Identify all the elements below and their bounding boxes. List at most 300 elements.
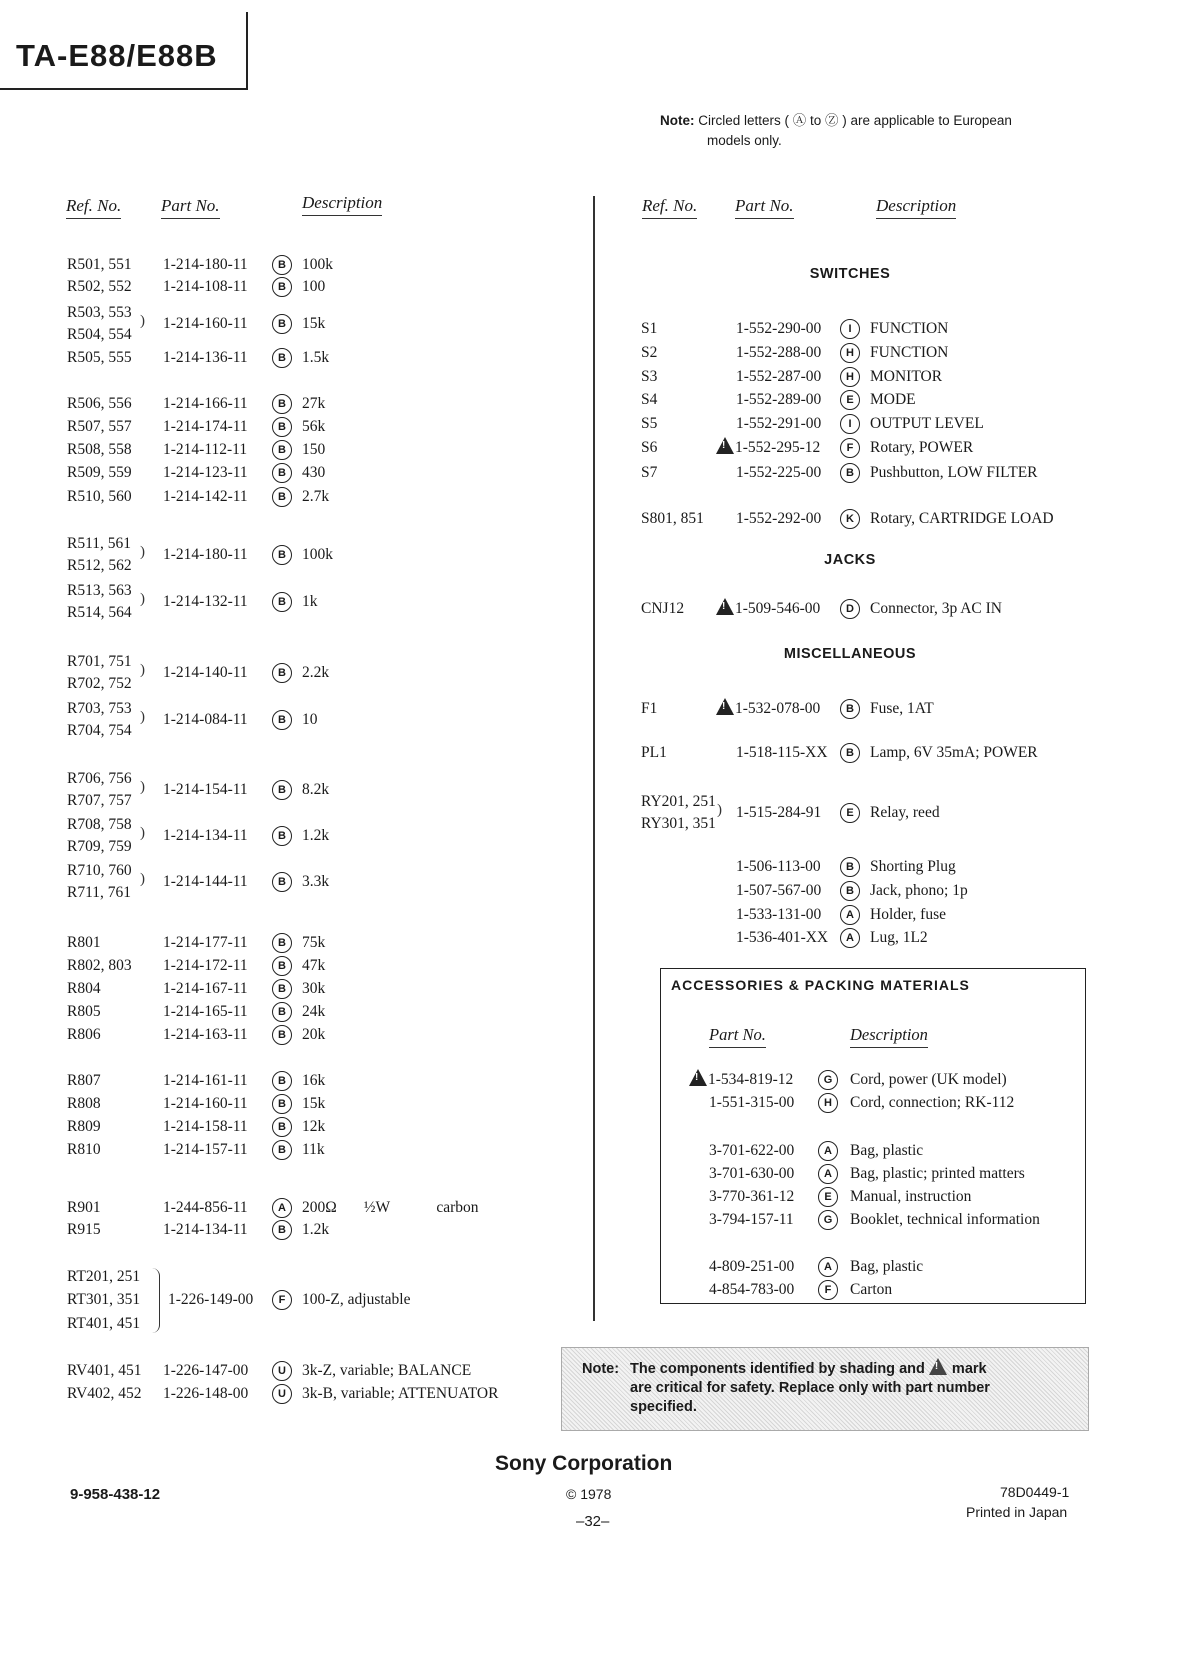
left-part-number <box>163 416 248 438</box>
right-part-text: 1-552-295-12 <box>735 439 821 456</box>
model-title: TA-E88/E88B <box>16 38 218 73</box>
left-description: 100k <box>302 546 333 563</box>
right-part-number <box>716 437 820 459</box>
circled-code-icon: E <box>818 1187 838 1207</box>
left-ref: R704, 754 <box>67 722 132 739</box>
accessories-header-desc: Description <box>850 1025 928 1048</box>
circled-code-icon: B <box>272 1025 292 1045</box>
accessory-part-text: 3-701-630-00 <box>709 1165 795 1182</box>
european-note-line1: Circled letters ( Ⓐ to Ⓩ ) are applicable to European <box>698 113 1012 128</box>
right-description: Connector, 3p AC IN <box>870 600 1002 617</box>
accessory-part-number <box>689 1069 793 1091</box>
left-ref: R514, 564 <box>67 604 132 621</box>
circled-code-icon: B <box>272 1117 292 1137</box>
accessory-part-text: 3-770-361-12 <box>709 1188 795 1205</box>
section-switches: SWITCHES <box>809 266 891 282</box>
right-ref: RY201, 251 <box>641 793 716 810</box>
right-description: Relay, reed <box>870 804 940 821</box>
circled-code-icon: B <box>272 417 292 437</box>
right-header-part: Part No. <box>735 196 794 219</box>
right-part-text: 1-532-078-00 <box>735 700 821 717</box>
left-ref: R915 <box>67 1221 101 1238</box>
left-part-text: 1-214-166-11 <box>163 395 248 412</box>
safety-note-line1-tail: mark <box>951 1361 987 1377</box>
left-description: 27k <box>302 395 326 412</box>
left-ref: R810 <box>67 1141 101 1158</box>
right-part-text: 1-506-113-00 <box>736 858 821 875</box>
left-ref: R808 <box>67 1095 101 1112</box>
left-part-number <box>163 439 247 461</box>
bracket-mark: ) <box>140 779 145 795</box>
left-ref: R711, 761 <box>67 884 132 901</box>
circled-code-icon: B <box>840 463 860 483</box>
left-part-number <box>163 1070 248 1092</box>
bracket-mark: ) <box>140 313 145 329</box>
circled-code-icon: B <box>272 826 292 846</box>
left-ref: R512, 562 <box>67 557 132 574</box>
circled-code-icon: B <box>272 348 292 368</box>
left-part-text: 1-214-144-11 <box>163 873 248 890</box>
left-ref: R901 <box>67 1199 101 1216</box>
accessory-part-number <box>709 1140 794 1162</box>
left-ref: R507, 557 <box>67 418 132 435</box>
right-part-number <box>736 927 828 949</box>
left-ref: R804 <box>67 980 101 997</box>
right-description: FUNCTION <box>870 344 949 361</box>
left-description: 20k <box>302 1026 326 1043</box>
circled-code-icon: A <box>840 905 860 925</box>
circled-code-icon: F <box>818 1280 838 1300</box>
accessory-description: Cord, power (UK model) <box>850 1071 1007 1088</box>
left-ref: R708, 758 <box>67 816 132 833</box>
right-part-number <box>736 318 821 340</box>
left-part-text: 1-214-177-11 <box>163 934 248 951</box>
left-part-number <box>163 871 248 893</box>
section-jacks: JACKS <box>824 552 876 568</box>
accessory-part-number <box>709 1256 794 1278</box>
left-description: 75k <box>302 934 326 951</box>
left-part-number <box>163 254 248 276</box>
left-part-text: 1-214-157-11 <box>163 1141 248 1158</box>
circled-code-icon: A <box>818 1257 838 1277</box>
left-ref: R801 <box>67 934 101 951</box>
company-name: Sony Corporation <box>495 1452 673 1475</box>
circled-code-icon: H <box>840 343 860 363</box>
right-ref: S4 <box>641 391 658 408</box>
left-ref: R702, 752 <box>67 675 132 692</box>
circled-code-icon: E <box>840 803 860 823</box>
circled-code-icon: E <box>840 390 860 410</box>
left-description: 12k <box>302 1118 326 1135</box>
left-ref: R710, 760 <box>67 862 132 879</box>
left-part-number <box>163 1383 248 1405</box>
left-part-text: 1-214-132-11 <box>163 593 248 610</box>
right-part-number <box>736 742 828 764</box>
right-part-text: 1-518-115-XX <box>736 744 828 761</box>
right-ref: F1 <box>641 700 658 717</box>
safety-warning-icon <box>689 1069 707 1086</box>
left-ref: R513, 563 <box>67 582 132 599</box>
bracket-mark: ) <box>140 709 145 725</box>
right-ref: RY301, 351 <box>641 815 716 832</box>
left-part-number <box>163 276 248 298</box>
right-part-number <box>736 508 821 530</box>
left-header-desc: Description <box>302 193 382 216</box>
left-part-number <box>163 462 248 484</box>
left-description: 100k <box>302 256 333 273</box>
circled-code-icon: B <box>272 956 292 976</box>
left-part-text: 1-214-180-11 <box>163 256 248 273</box>
circled-code-icon: I <box>840 319 860 339</box>
circled-code-icon: G <box>818 1210 838 1230</box>
accessory-part-text: 1-551-315-00 <box>709 1094 795 1111</box>
right-header-desc: Description <box>876 196 956 219</box>
accessory-part-number <box>709 1163 794 1185</box>
right-part-number <box>736 366 821 388</box>
circled-code-icon: B <box>840 881 860 901</box>
left-description: 200Ω ½W carbon <box>302 1199 479 1216</box>
title-rule-vertical <box>246 12 248 88</box>
accessory-part-number <box>709 1186 794 1208</box>
left-part-number <box>163 662 248 684</box>
circled-code-icon: A <box>818 1141 838 1161</box>
accessory-part-number <box>709 1279 794 1301</box>
circled-code-icon: D <box>840 599 860 619</box>
left-ref: R809 <box>67 1118 101 1135</box>
left-part-text: 1-214-140-11 <box>163 664 248 681</box>
left-part-text: 1-214-158-11 <box>163 1118 248 1135</box>
european-note-label: Note: <box>660 113 695 128</box>
right-ref: S2 <box>641 344 658 361</box>
circled-code-icon: B <box>272 1002 292 1022</box>
left-ref: R506, 556 <box>67 395 132 412</box>
right-part-text: 1-536-401-XX <box>736 929 829 946</box>
left-part-text: 1-214-084-11 <box>163 711 248 728</box>
left-part-text: 1-214-174-11 <box>163 418 248 435</box>
accessory-part-text: 3-701-622-00 <box>709 1142 795 1159</box>
bracket-mark: ) <box>140 591 145 607</box>
right-description: Shorting Plug <box>870 858 956 875</box>
safety-warning-icon <box>716 698 734 715</box>
left-part-number <box>163 591 248 613</box>
left-part-text: 1-214-161-11 <box>163 1072 248 1089</box>
circled-code-icon: H <box>840 367 860 387</box>
circled-code-icon: B <box>840 743 860 763</box>
copyright: © 1978 <box>566 1486 612 1502</box>
page-number: –32– <box>576 1513 610 1530</box>
accessory-description: Carton <box>850 1281 893 1298</box>
left-part-number <box>163 779 248 801</box>
safety-note-line1: The components identified by shading and <box>630 1361 925 1377</box>
right-part-text: 1-552-290-00 <box>736 320 822 337</box>
right-part-number <box>736 904 821 926</box>
right-part-number <box>736 342 821 364</box>
left-description: 47k <box>302 957 326 974</box>
left-part-number <box>163 1139 248 1161</box>
accessory-part-text: 1-534-819-12 <box>708 1071 794 1088</box>
circled-code-icon: B <box>272 1071 292 1091</box>
circled-code-icon: B <box>272 663 292 683</box>
left-header-part: Part No. <box>161 196 220 219</box>
left-part-number <box>163 1024 248 1046</box>
left-description: 24k <box>302 1003 326 1020</box>
accessory-description: Cord, connection; RK-112 <box>850 1094 1015 1111</box>
left-part-number <box>163 347 248 369</box>
left-ref: RV402, 452 <box>67 1385 142 1402</box>
circled-code-icon: B <box>272 277 292 297</box>
accessory-part-text: 4-809-251-00 <box>709 1258 795 1275</box>
right-description: Lug, 1L2 <box>870 929 928 946</box>
right-description: Rotary, CARTRIDGE LOAD <box>870 510 1054 527</box>
left-ref: R805 <box>67 1003 101 1020</box>
circled-code-icon: B <box>272 487 292 507</box>
left-ref: R703, 753 <box>67 700 132 717</box>
right-description: Fuse, 1AT <box>870 700 934 717</box>
section-miscellaneous: MISCELLANEOUS <box>783 646 917 662</box>
left-description: 430 <box>302 464 326 481</box>
left-part-text: 1-226-149-00 <box>168 1291 254 1308</box>
left-part-number <box>163 544 248 566</box>
bracket-mark: ) <box>140 871 145 887</box>
circled-code-icon: B <box>272 1140 292 1160</box>
left-part-text: 1-214-142-11 <box>163 488 248 505</box>
accessory-part-number <box>709 1209 794 1231</box>
left-description: 3.3k <box>302 873 330 890</box>
print-code: 78D0449-1 <box>1000 1484 1070 1500</box>
left-part-number <box>163 955 248 977</box>
left-description: 56k <box>302 418 326 435</box>
right-part-text: 1-552-289-00 <box>736 391 822 408</box>
left-part-text: 1-214-160-11 <box>163 315 248 332</box>
left-part-text: 1-214-180-11 <box>163 546 248 563</box>
left-description: 3k-B, variable; ATTENUATOR <box>302 1385 499 1402</box>
left-description: 2.7k <box>302 488 330 505</box>
left-description: 1.2k <box>302 1221 330 1238</box>
left-description: 2.2k <box>302 664 330 681</box>
left-part-number <box>163 393 248 415</box>
circled-code-icon: B <box>272 394 292 414</box>
left-description: 15k <box>302 1095 326 1112</box>
accessory-description: Booklet, technical information <box>850 1211 1040 1228</box>
left-ref: R501, 551 <box>67 256 132 273</box>
accessory-description: Manual, instruction <box>850 1188 972 1205</box>
left-part-text: 1-214-134-11 <box>163 827 248 844</box>
right-description: MONITOR <box>870 368 943 385</box>
bracket-mark: ) <box>140 544 145 560</box>
right-part-number <box>736 856 821 878</box>
left-ref: R706, 756 <box>67 770 132 787</box>
right-description: Pushbutton, LOW FILTER <box>870 464 1038 481</box>
left-part-number <box>163 1219 248 1241</box>
left-part-number <box>163 1197 248 1219</box>
right-part-number <box>736 880 821 902</box>
left-ref: R806 <box>67 1026 101 1043</box>
circled-code-icon: B <box>272 314 292 334</box>
circled-code-icon: U <box>272 1361 292 1381</box>
right-ref: S5 <box>641 415 658 432</box>
right-ref: S801, 851 <box>641 510 704 527</box>
right-header-ref: Ref. No. <box>642 196 697 219</box>
left-description: 8.2k <box>302 781 330 798</box>
right-description: Lamp, 6V 35mA; POWER <box>870 744 1038 761</box>
right-ref: CNJ12 <box>641 600 685 617</box>
left-part-number <box>163 932 248 954</box>
left-header-ref: Ref. No. <box>66 196 121 219</box>
right-part-text: 1-552-288-00 <box>736 344 822 361</box>
safety-note-line3: specified. <box>630 1399 697 1415</box>
circled-code-icon: B <box>272 780 292 800</box>
left-part-number <box>163 1116 248 1138</box>
left-part-number <box>168 1289 253 1311</box>
accessories-header-part: Part No. <box>709 1025 766 1048</box>
right-description: FUNCTION <box>870 320 949 337</box>
circled-code-icon: I <box>840 414 860 434</box>
left-ref: R509, 559 <box>67 464 132 481</box>
left-part-number <box>163 1360 248 1382</box>
left-part-text: 1-226-148-00 <box>163 1385 249 1402</box>
left-part-text: 1-214-154-11 <box>163 781 248 798</box>
right-description: Holder, fuse <box>870 906 946 923</box>
circled-code-icon: B <box>272 872 292 892</box>
circled-code-icon: H <box>818 1093 838 1113</box>
bracket-mark <box>152 1268 160 1333</box>
bracket-mark: ) <box>140 662 145 678</box>
left-ref: R508, 558 <box>67 441 132 458</box>
right-part-number <box>736 389 821 411</box>
european-note-line2: models only. <box>707 133 782 148</box>
left-part-text: 1-214-112-11 <box>163 441 248 458</box>
circled-code-icon: B <box>272 592 292 612</box>
circled-code-icon: B <box>272 1094 292 1114</box>
right-description: Rotary, POWER <box>870 439 974 456</box>
right-ref: S7 <box>641 464 658 481</box>
left-ref: R504, 554 <box>67 326 132 343</box>
left-part-number <box>163 313 248 335</box>
left-description: 3k-Z, variable; BALANCE <box>302 1362 472 1379</box>
left-description: 1k <box>302 593 318 610</box>
safety-note-line2: are critical for safety. Replace only with part number <box>630 1380 990 1396</box>
left-part-text: 1-214-108-11 <box>163 278 248 295</box>
safety-note-box <box>561 1347 1089 1431</box>
left-part-number <box>163 709 248 731</box>
accessories-box <box>660 968 1086 1304</box>
left-part-text: 1-214-160-11 <box>163 1095 248 1112</box>
left-ref: RT201, 251 <box>67 1268 141 1285</box>
accessories-title: ACCESSORIES & PACKING MATERIALS <box>671 977 970 993</box>
left-part-text: 1-214-172-11 <box>163 957 248 974</box>
right-part-text: 1-507-567-00 <box>736 882 822 899</box>
accessory-part-number <box>709 1092 794 1114</box>
left-part-number <box>163 1001 248 1023</box>
right-ref: PL1 <box>641 744 667 761</box>
left-description: 1.5k <box>302 349 330 366</box>
circled-code-icon: B <box>840 857 860 877</box>
right-part-text: 1-533-131-00 <box>736 906 822 923</box>
right-part-number <box>736 413 821 435</box>
left-part-text: 1-214-136-11 <box>163 349 248 366</box>
accessory-description: Bag, plastic <box>850 1258 924 1275</box>
left-description: 10 <box>302 711 318 728</box>
circled-code-icon: K <box>840 509 860 529</box>
left-ref: R511, 561 <box>67 535 132 552</box>
left-ref: R807 <box>67 1072 101 1089</box>
circled-code-icon: A <box>818 1164 838 1184</box>
left-part-number <box>163 978 248 1000</box>
right-part-text: 1-552-287-00 <box>736 368 822 385</box>
circled-code-icon: B <box>272 463 292 483</box>
circled-code-icon: B <box>272 545 292 565</box>
doc-number: 9-958-438-12 <box>70 1486 161 1503</box>
right-part-text: 1-552-291-00 <box>736 415 822 432</box>
bracket-mark: ) <box>717 802 722 818</box>
accessory-description: Bag, plastic <box>850 1142 924 1159</box>
right-part-text: 1-552-292-00 <box>736 510 822 527</box>
circled-code-icon: A <box>840 928 860 948</box>
left-ref: R505, 555 <box>67 349 132 366</box>
left-description: 150 <box>302 441 326 458</box>
circled-code-icon: B <box>272 440 292 460</box>
right-part-text: 1-509-546-00 <box>735 600 821 617</box>
left-ref: R510, 560 <box>67 488 132 505</box>
bracket-mark: ) <box>140 825 145 841</box>
right-ref: S1 <box>641 320 658 337</box>
right-part-text: 1-515-284-91 <box>736 804 822 821</box>
left-part-text: 1-214-167-11 <box>163 980 248 997</box>
left-part-number <box>163 825 248 847</box>
circled-code-icon: B <box>272 933 292 953</box>
right-part-number <box>716 698 820 720</box>
left-ref: RT401, 451 <box>67 1315 141 1332</box>
safety-note-lead: Note: <box>582 1361 620 1377</box>
right-part-number <box>716 598 820 620</box>
circled-code-icon: B <box>272 255 292 275</box>
circled-code-icon: B <box>272 979 292 999</box>
circled-code-icon: G <box>818 1070 838 1090</box>
left-part-text: 1-244-856-11 <box>163 1199 248 1216</box>
left-description: 16k <box>302 1072 326 1089</box>
circled-code-icon: B <box>272 1220 292 1240</box>
left-part-text: 1-214-163-11 <box>163 1026 248 1043</box>
right-part-number <box>736 802 821 824</box>
circled-code-icon: F <box>840 438 860 458</box>
left-part-number <box>163 1093 248 1115</box>
safety-warning-icon <box>716 437 734 454</box>
right-description: MODE <box>870 391 916 408</box>
circled-code-icon: A <box>272 1198 292 1218</box>
accessory-description: Bag, plastic; printed matters <box>850 1165 1025 1182</box>
left-description: 15k <box>302 315 326 332</box>
left-description: 30k <box>302 980 326 997</box>
circled-code-icon: B <box>840 699 860 719</box>
accessory-part-text: 3-794-157-11 <box>709 1211 794 1228</box>
left-description: 100 <box>302 278 326 295</box>
left-part-number <box>163 486 248 508</box>
title-rule-horizontal <box>0 88 248 90</box>
circled-code-icon: B <box>272 710 292 730</box>
accessory-part-text: 4-854-783-00 <box>709 1281 795 1298</box>
left-description: 11k <box>302 1141 325 1158</box>
right-description: Jack, phono; 1p <box>870 882 968 899</box>
safety-warning-icon <box>929 1358 947 1375</box>
left-ref: R802, 803 <box>67 957 132 974</box>
right-ref: S6 <box>641 439 658 456</box>
left-ref: R701, 751 <box>67 653 132 670</box>
left-ref: R709, 759 <box>67 838 132 855</box>
printed-in: Printed in Japan <box>966 1504 1068 1520</box>
column-divider <box>593 196 595 1321</box>
left-ref: R502, 552 <box>67 278 132 295</box>
left-description: 1.2k <box>302 827 330 844</box>
